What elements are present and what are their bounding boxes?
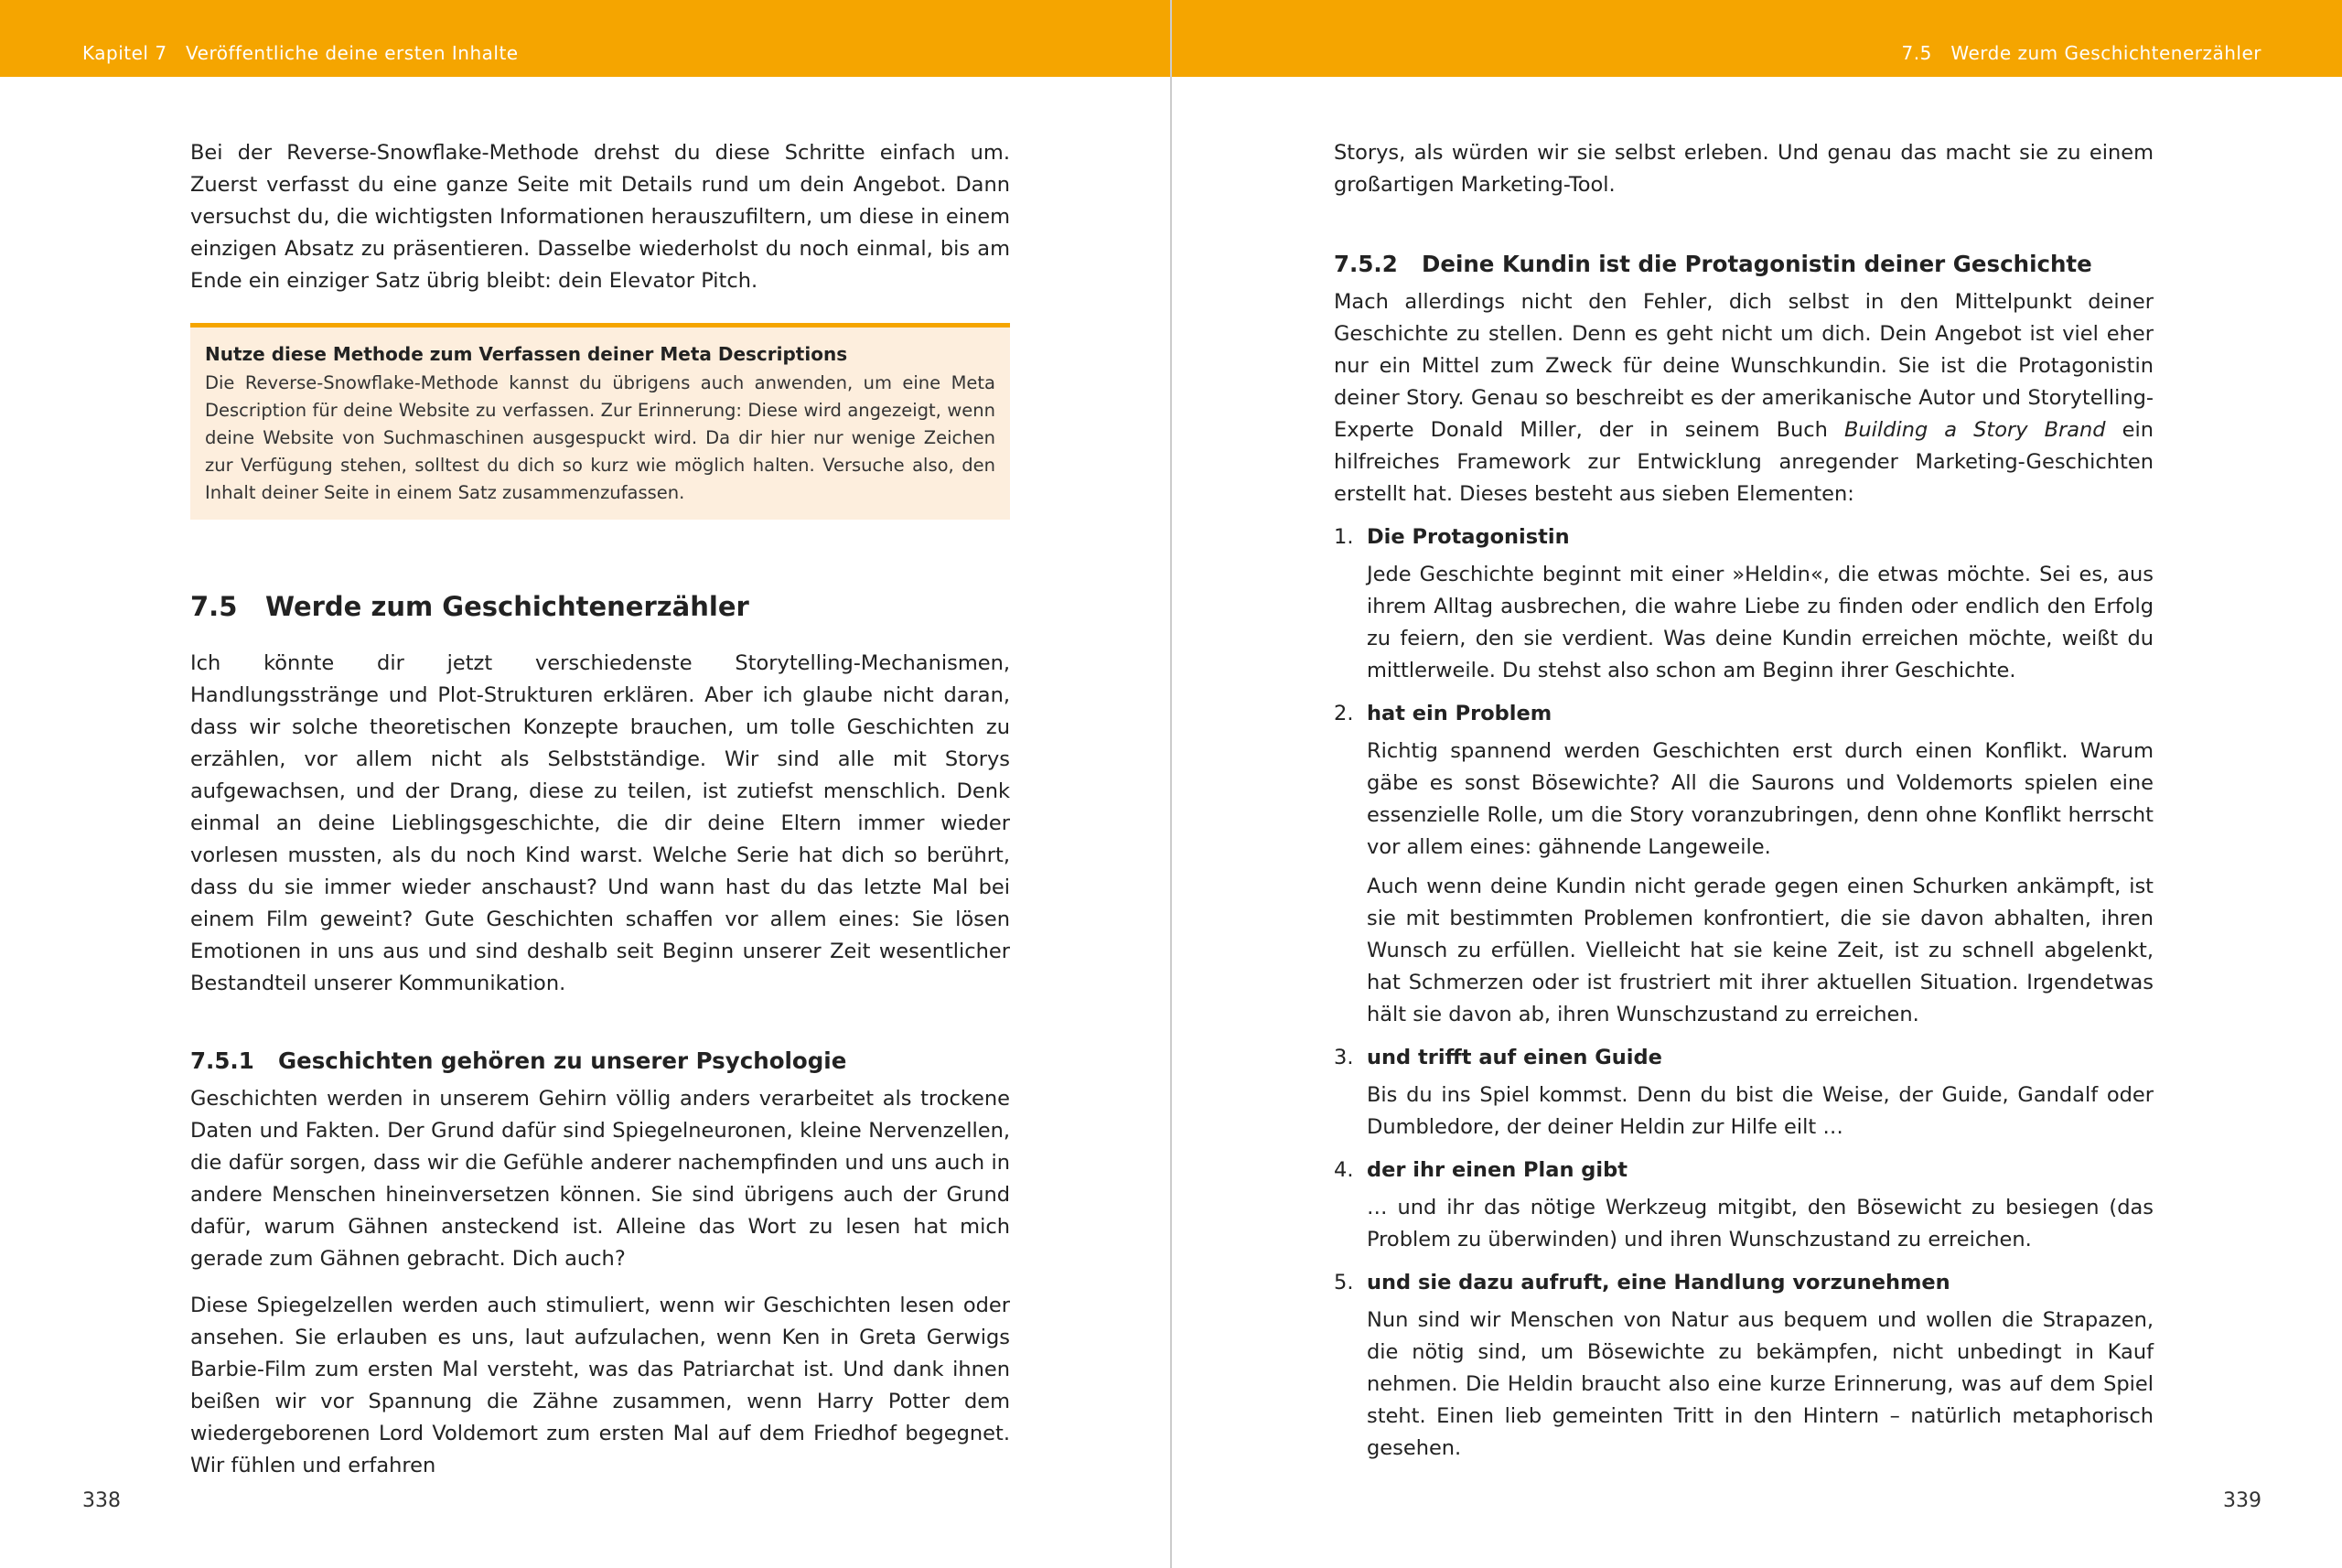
subsection-paragraph-2: Diese Spiegelzellen werden auch stimuliert, wenn wir Geschichten lesen oder ansehen. Sie erlauben es uns, laut aufzulachen, wenn Ken in Greta Gerwigs Barbie-Film zum ersten Mal versteht, was das Patriarchat ist. Und dank ihnen beißen wir vor Spannung die Zähne zusammen, wenn Harry Potter dem wiedergeborenen Lord Voldemort zum ersten Mal auf dem Friedhof begegnet. Wir fühlen und erfahren: [190, 1294, 1010, 1477]
list-item-title: der ihr einen Plan gibt: [1367, 1158, 1628, 1182]
subsection-title: Geschichten gehören zu unserer Psychologie: [278, 1047, 847, 1074]
list-item-content: [1367, 1042, 2154, 1144]
subsection-paragraph-1: Geschichten werden in unserem Gehirn völlig anders verarbeitet als trockene Daten und Fakten. Der Grund dafür sind Spiegelneuronen, kleine Nervenzellen, die dafür sorgen, dass wir die Gefühle anderer nachempfinden und uns auch in andere Menschen hineinversetzen können. Sie sind übrigens auch der Grund dafür, warum Gähnen ansteckend ist. Alleine das Wort zu lesen hat mich gerade zum Gähnen gebracht. Dich auch?: [190, 1087, 1010, 1271]
subsection-number: 7.5.1: [190, 1047, 254, 1074]
list-item-text: Jede Geschichte beginnt mit einer »Heldin«, die etwas möchte. Sei es, aus ihrem Alltag ausbrechen, die wahre Liebe zu finden oder endlich den Erfolg zu feiern, den sie verdient. Was deine Kundin erreichen möchte, weißt du mittlerweile. Du stehst also schon am Beginn ihrer Geschichte.: [1367, 563, 2154, 682]
right-page-content: [1334, 137, 2154, 1465]
note-body: Die Reverse-Snowflake-Methode kannst du übrigens auch anwenden, um eine Meta Description für deine Website zu verfassen. Zur Erinnerung: Diese wird angezeigt, wenn deine Website von Suchmaschinen ausgespuckt wird. Da dir hier nur wenige Zeichen zur Verfügung stehen, solltest du dich so kurz wie möglich halten. Versuche also, den Inhalt deiner Seite in einem Satz zusammenzufassen.: [205, 372, 995, 503]
note-box: [190, 323, 1010, 520]
list-item: [1334, 521, 2154, 687]
list-item: [1334, 1267, 2154, 1465]
list-number: 2.: [1334, 702, 1354, 725]
list-item-content: [1367, 698, 2154, 1031]
book-title: Building a Story Brand: [1843, 418, 2106, 442]
subsection-heading-751: [190, 1047, 1010, 1074]
list-item-title: hat ein Problem: [1367, 702, 1552, 725]
list-number: 5.: [1334, 1271, 1354, 1294]
list-item: [1334, 1155, 2154, 1256]
section-title: Werde zum Geschichtenerzähler: [265, 591, 749, 622]
list-item-title: und sie dazu aufruft, eine Handlung vorzunehmen: [1367, 1271, 1950, 1294]
section-heading: [190, 591, 1010, 622]
page-number-left: 338: [82, 1489, 121, 1512]
list-item-text: Auch wenn deine Kundin nicht gerade gegen einen Schurken ankämpft, ist sie mit bestimmten Problemen konfrontiert, die sie davon abhalten, ihren Wunsch zu erfüllen. Vielleicht hat sie keine Zeit, ist zu schnell abgelenkt, hat Schmerzen oder ist frustriert mit ihrer aktuellen Situation. Irgendetwas hält sie davon ab, ihren Wunschzustand zu erreichen.: [1367, 875, 2154, 1026]
list-item: [1334, 698, 2154, 1031]
note-title: Nutze diese Methode zum Verfassen deiner Meta Descriptions: [205, 343, 848, 365]
subsection-paragraph: [1334, 286, 2154, 510]
subsection-heading-752: [1334, 251, 2154, 277]
list-item-text: Nun sind wir Menschen von Natur aus bequem und wollen die Strapazen, die nötig sind, um Bösewichte zu bekämpfen, nicht unbedingt in Kauf nehmen. Die Heldin braucht also eine kurze Erinnerung, was auf dem Spiel steht. Einen lieb gemeinten Tritt in den Hintern – natürlich metaphorisch gesehen.: [1367, 1308, 2154, 1460]
paragraph-text-b: ein hilfreiches Framework zur Entwicklung anregender Marketing-Geschichten erstellt hat. Dieses besteht aus sieben Elementen:: [1334, 418, 2154, 506]
list-number: 3.: [1334, 1046, 1354, 1069]
list-item-text: Richtig spannend werden Geschichten erst durch einen Konflikt. Warum gäbe es sonst Bösewichte? All die Saurons und Voldemorts spielen eine essenzielle Rolle, um die Story voranzubringen, denn ohne Konflikt herrscht vor allem eines: gähnende Langeweile.: [1367, 739, 2154, 859]
subsection-title: Deine Kundin ist die Protagonistin deiner Geschichte: [1422, 251, 2092, 277]
intro-paragraph: Bei der Reverse-Snowflake-Methode drehst du diese Schritte einfach um. Zuerst verfasst du eine ganze Seite mit Details rund um dein Angebot. Dann versuchst du, die wichtigsten Informationen herauszufiltern, um diese in einem einzigen Absatz zu präsentieren. Dasselbe wiederholst du noch einmal, bis am Ende ein einziger Satz übrig bleibt: dein Elevator Pitch.: [190, 141, 1010, 293]
list-item: [1334, 1042, 2154, 1144]
list-number: 1.: [1334, 525, 1354, 549]
subsection-number: 7.5.2: [1334, 251, 1398, 277]
section-paragraph: Ich könnte dir jetzt verschiedenste Storytelling-Mechanismen, Handlungsstränge und Plot-Strukturen erklären. Aber ich glaube nicht daran, dass wir solche theoretischen Konzepte brauchen, um tolle Geschichten zu erzählen, vor allem nicht als Selbstständige. Wir sind alle mit Storys aufgewachsen, und der Drang, diese zu teilen, ist zutiefst menschlich. Denk einmal an deine Lieblingsgeschichte, die dir deine Eltern immer wieder vorlesen mussten, als du noch Kind warst. Welche Serie hat dich so berührt, dass du sie immer wieder anschaust? Und wann hast du das letzte Mal bei einem Film geweint? Gute Geschichten schaffen vor allem eines: Sie lösen Emotionen in uns aus und sind deshalb seit Beginn unserer Zeit wesentlicher Bestandteil unserer Kommunikation.: [190, 651, 1010, 995]
list-item-title: und trifft auf einen Guide: [1367, 1046, 1662, 1069]
section-number: 7.5: [190, 591, 238, 622]
list-item-title: Die Protagonistin: [1367, 525, 1570, 549]
section-header: 7.5 Werde zum Geschichtenerzähler: [1901, 42, 2261, 64]
list-item-text: Bis du ins Spiel kommst. Denn du bist die Weise, der Guide, Gandalf oder Dumbledore, der deiner Heldin zur Hilfe eilt …: [1367, 1083, 2154, 1139]
page-gutter: [1170, 0, 1172, 1568]
list-number: 4.: [1334, 1158, 1354, 1182]
page-number-right: 339: [2223, 1489, 2261, 1512]
list-item-content: [1367, 1155, 2154, 1256]
left-page-content: [190, 137, 1010, 1482]
paragraph-text-a: Mach allerdings nicht den Fehler, dich selbst in den Mittelpunkt deiner Geschichte zu stellen. Denn es geht nicht um dich. Dein Angebot ist viel eher nur ein Mittel zum Zweck für deine Wunschkundin. Sie ist die Protagonistin deiner Story. Genau so beschreibt es der amerikanische Autor und Storytelling-Experte Donald Miller, der in seinem Buch: [1334, 290, 2154, 442]
framework-list: [1334, 521, 2154, 1465]
list-item-content: [1367, 1267, 2154, 1465]
chapter-header: Kapitel 7 Veröffentliche deine ersten Inhalte: [82, 42, 519, 64]
list-item-content: [1367, 521, 2154, 687]
continued-paragraph: Storys, als würden wir sie selbst erleben. Und genau das macht sie zu einem großartigen Marketing-Tool.: [1334, 141, 2154, 197]
list-item-text: … und ihr das nötige Werkzeug mitgibt, den Bösewicht zu besiegen (das Problem zu überwinden) und ihren Wunschzustand zu erreichen.: [1367, 1196, 2154, 1251]
